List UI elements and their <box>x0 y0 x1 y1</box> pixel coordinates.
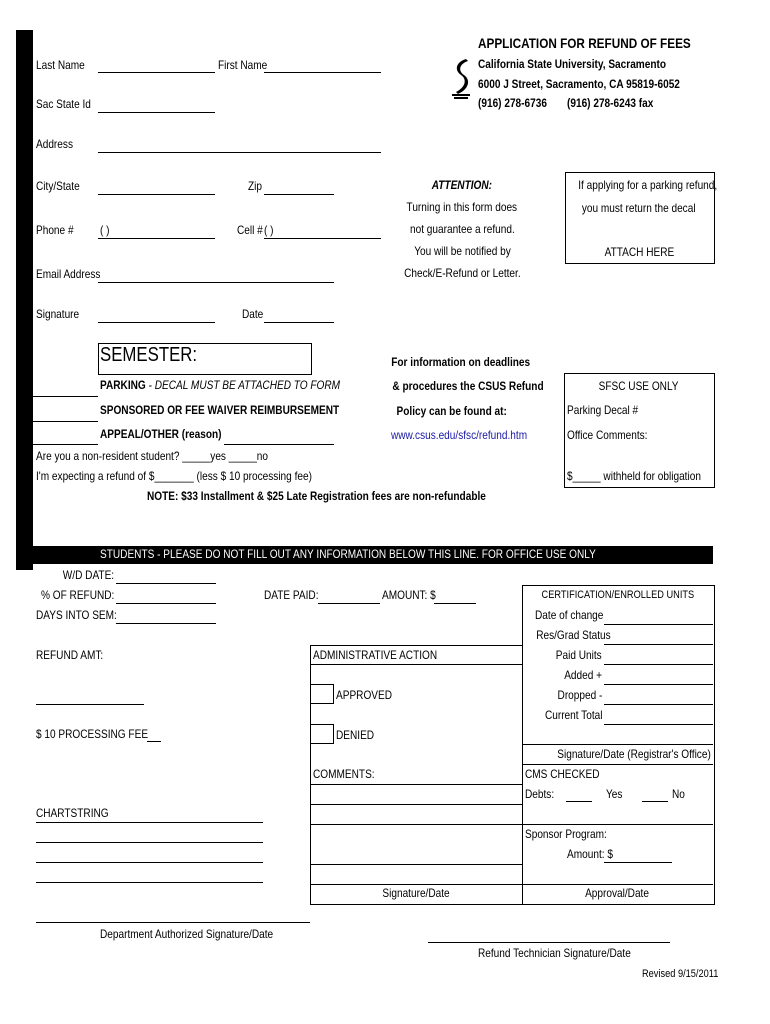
form-title: APPLICATION FOR REFUND OF FEES <box>478 35 691 51</box>
decal-note-line2: you must return the decal <box>582 201 696 215</box>
date-of-change-field[interactable] <box>604 624 713 625</box>
added-field[interactable] <box>604 684 713 685</box>
date-of-change-label: Date of change <box>535 608 604 622</box>
debts-no-field[interactable] <box>642 801 668 802</box>
admin-signature-label: Signature/Date <box>382 886 450 900</box>
denied-checkbox[interactable] <box>310 724 334 744</box>
denied-label: DENIED <box>336 728 375 742</box>
phone-field[interactable] <box>98 238 215 239</box>
refund-amt-field[interactable] <box>36 704 144 705</box>
city-state-field[interactable] <box>98 194 215 195</box>
office-use-notice: STUDENTS - PLEASE DO NOT FILL OUT ANY INFORMATION BELOW THIS LINE. FOR OFFICE USE ONLY <box>100 547 596 561</box>
comments-line-2[interactable] <box>310 804 522 805</box>
attach-here-label: ATTACH HERE <box>604 245 674 259</box>
paid-units-field[interactable] <box>604 664 713 665</box>
comments-line-1[interactable] <box>310 784 522 785</box>
attention-line: Check/E-Refund or Letter. <box>403 266 521 280</box>
university-name: California State University, Sacramento <box>478 57 667 71</box>
side-letter: E <box>23 155 32 169</box>
approval-line[interactable] <box>522 884 713 885</box>
university-logo-icon <box>450 56 472 100</box>
refund-policy-link[interactable]: www.csus.edu/sfsc/refund.htm <box>390 428 528 442</box>
attention-line: Turning in this form does <box>406 200 518 214</box>
date-label: Date <box>242 307 264 321</box>
date-paid-field[interactable] <box>318 603 380 604</box>
attention-line: not guarantee a refund. <box>409 222 515 236</box>
wd-date-field[interactable] <box>116 583 216 584</box>
expected-refund-line: I'm expecting a refund of $_______ (less $ 10 processing fee) <box>36 469 312 483</box>
parking-decal-label: Parking Decal # <box>567 403 639 417</box>
debts-label: Debts: <box>525 787 555 801</box>
nonrefundable-note: NOTE: $33 Installment & $25 Late Registration fees are non-refundable <box>147 489 486 503</box>
side-letter: S <box>23 135 32 149</box>
wd-date-label: W/D DATE: <box>62 568 114 582</box>
registrar-signature-field[interactable] <box>522 744 713 745</box>
approved-checkbox[interactable] <box>310 684 334 704</box>
current-total-label: Current Total <box>544 708 602 722</box>
approved-label: APPROVED <box>336 688 393 702</box>
sfsc-title: SFSC USE ONLY <box>598 379 679 393</box>
nonresident-question: Are you a non-resident student? _____yes _____no <box>36 449 269 463</box>
admin-divider <box>310 664 522 665</box>
sac-state-id-label: Sac State Id <box>36 97 91 111</box>
attention-line: You will be notified by <box>413 244 511 258</box>
dropped-label: Dropped - <box>557 688 602 702</box>
cell-field[interactable] <box>264 238 381 239</box>
appeal-checkline[interactable] <box>33 444 98 445</box>
processing-fee-field[interactable] <box>147 741 161 742</box>
side-letter: R <box>23 243 32 257</box>
phone-label: Phone # <box>36 223 74 237</box>
amount-label: AMOUNT: $ <box>382 588 436 602</box>
semester-label: SEMESTER: <box>100 344 198 366</box>
days-into-sem-field[interactable] <box>116 623 216 624</box>
sponsor-amount-field[interactable] <box>604 862 672 863</box>
phone-area-code: ( ) <box>100 223 110 237</box>
comments-line-4[interactable] <box>310 864 522 865</box>
sac-state-id-field[interactable] <box>98 112 215 113</box>
refund-tech-signature-field[interactable] <box>428 942 670 943</box>
debts-no-label: No <box>672 787 685 801</box>
left-side-bar <box>16 30 33 570</box>
chartstring-field-1[interactable] <box>36 822 263 823</box>
decal-note-line1: If applying for a parking refund, <box>578 178 718 192</box>
admin-action-label: ADMINISTRATIVE ACTION <box>313 648 438 662</box>
cms-divider <box>522 764 713 765</box>
sponsor-amount-label: Amount: $ <box>567 847 613 861</box>
side-letter: P <box>23 221 32 235</box>
address-label: Address <box>36 137 73 151</box>
comments-line-5[interactable] <box>310 884 522 885</box>
attention-heading: ATTENTION: <box>431 178 493 192</box>
cell-label: Cell # <box>237 223 263 237</box>
refund-tech-signature-label: Refund Technician Signature/Date <box>478 946 631 960</box>
certification-title: CERTIFICATION/ENROLLED UNITS <box>541 589 694 601</box>
signature-field[interactable] <box>98 322 215 323</box>
side-letter: I <box>23 265 27 279</box>
sponsor-divider <box>522 824 713 825</box>
processing-fee-label: $ 10 PROCESSING FEE <box>36 727 149 741</box>
registrar-signature-label: Signature/Date (Registrar's Office) <box>557 747 711 761</box>
paid-units-label: Paid Units <box>556 648 602 662</box>
pct-refund-label: % OF REFUND: <box>40 588 114 602</box>
current-total-field[interactable] <box>604 724 713 725</box>
dept-signature-label: Department Authorized Signature/Date <box>100 927 274 941</box>
approval-date-label: Approval/Date <box>585 886 650 900</box>
days-into-sem-label: DAYS INTO SEM: <box>36 608 117 622</box>
cell-area-code: ( ) <box>264 223 274 237</box>
added-label: Added + <box>564 668 602 682</box>
last-name-label: Last Name <box>36 58 85 72</box>
date-paid-label: DATE PAID: <box>264 588 319 602</box>
university-phone: (916) 278-6736 <box>478 96 547 110</box>
info-line1: For information on deadlines <box>391 355 531 369</box>
date-field[interactable] <box>264 322 334 323</box>
debts-yes-field[interactable] <box>566 801 592 802</box>
appeal-option: APPEAL/OTHER (reason) <box>100 427 222 441</box>
info-line3: Policy can be found at: <box>396 404 508 418</box>
parking-option: PARKING - DECAL MUST BE ATTACHED TO FORM <box>100 378 341 392</box>
revision-date: Revised 9/15/2011 <box>642 968 719 980</box>
last-name-field[interactable] <box>98 72 215 73</box>
amount-field[interactable] <box>434 603 476 604</box>
chartstring-field-3[interactable] <box>36 862 263 863</box>
dept-signature-field[interactable] <box>36 922 310 923</box>
info-line2: & procedures the CSUS Refund <box>392 379 544 393</box>
chartstring-field-4[interactable] <box>36 882 263 883</box>
zip-label: Zip <box>248 179 263 193</box>
side-letter: T <box>23 305 31 319</box>
sponsored-checkline[interactable] <box>33 421 98 422</box>
refund-amt-label: REFUND AMT: <box>36 648 104 662</box>
dropped-field[interactable] <box>604 704 713 705</box>
side-letter: E <box>23 95 32 109</box>
side-letter: N <box>23 285 32 299</box>
email-label: Email Address <box>36 267 101 281</box>
side-letter: L <box>23 75 30 89</box>
cms-checked-label: CMS CHECKED <box>525 767 600 781</box>
side-letter: P <box>23 55 32 69</box>
university-fax: (916) 278-6243 fax <box>567 96 654 110</box>
city-state-label: City/State <box>36 179 80 193</box>
comments-line-3[interactable] <box>310 824 522 825</box>
email-field[interactable] <box>98 282 334 283</box>
chartstring-field-2[interactable] <box>36 842 263 843</box>
sponsored-option: SPONSORED OR FEE WAIVER REIMBURSEMENT <box>100 403 340 417</box>
side-letter: A <box>23 115 32 129</box>
first-name-label: First Name <box>218 58 268 72</box>
parking-checkline[interactable] <box>33 396 98 397</box>
address-field[interactable] <box>98 152 381 153</box>
chartstring-label: CHARTSTRING <box>36 806 109 820</box>
sponsor-program-label: Sponsor Program: <box>525 827 607 841</box>
signature-label: Signature <box>36 307 80 321</box>
res-grad-field[interactable] <box>604 644 713 645</box>
comments-label: COMMENTS: <box>313 767 375 781</box>
res-grad-label: Res/Grad Status <box>536 628 611 642</box>
withheld-line: $_____ withheld for obligation <box>567 469 701 483</box>
zip-field[interactable] <box>264 194 334 195</box>
debts-yes-label: Yes <box>606 787 623 801</box>
office-comments-label: Office Comments: <box>567 428 648 442</box>
pct-refund-field[interactable] <box>116 603 216 604</box>
appeal-reason-field[interactable] <box>224 444 334 445</box>
university-address: 6000 J Street, Sacramento, CA 95819-6052 <box>478 77 680 91</box>
first-name-field[interactable] <box>264 72 381 73</box>
